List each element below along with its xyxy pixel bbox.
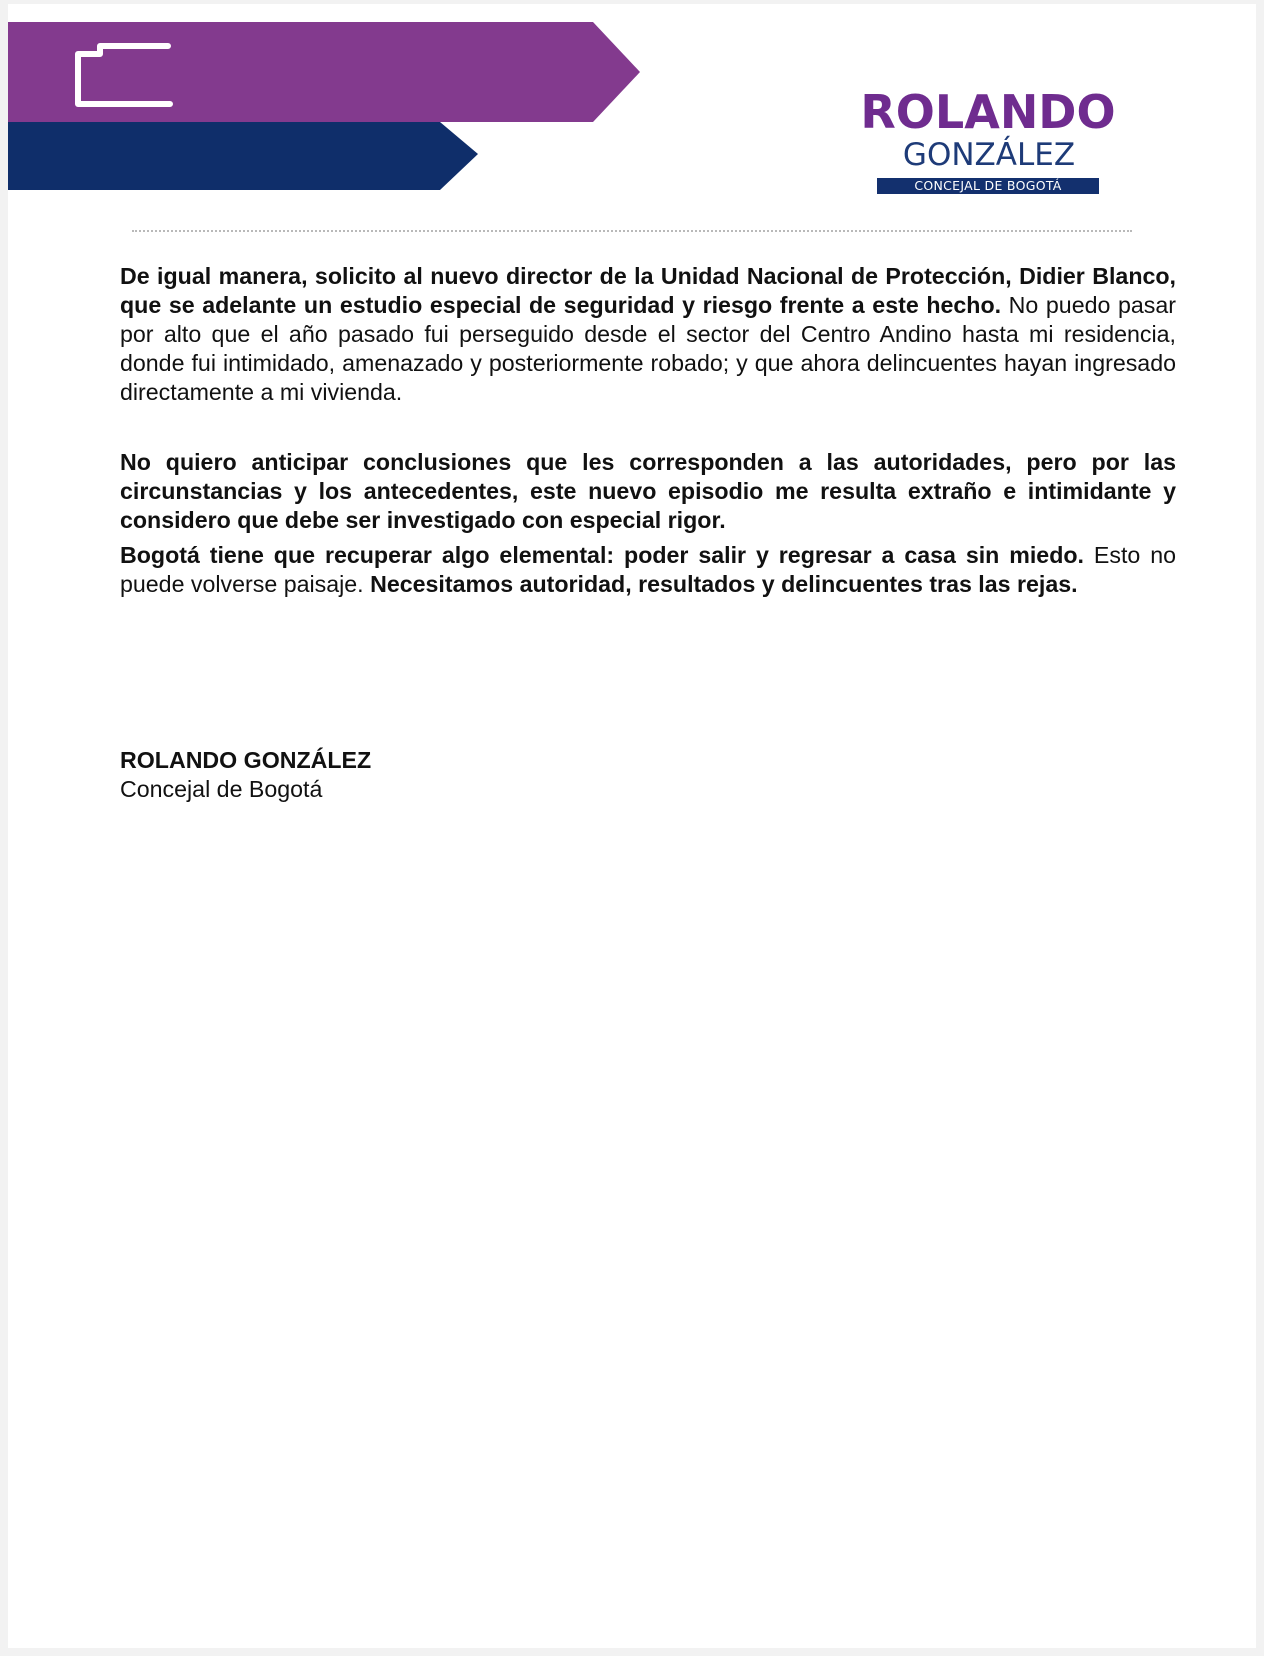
signature-block [120,746,371,804]
paragraph-1 [120,262,1176,407]
paragraph-2 [120,448,1176,535]
logo-last-name: GONZÁLEZ [902,137,1076,173]
paragraph-2-bold: No quiero anticipar conclusiones que les corresponden a las autoridades, pero por las circunstancias y los antecedentes, este nuevo episodio me resulta extraño e intimidante y considero que debe ser investigado con especial rigor. [120,449,1176,533]
logo [858,86,1118,195]
logo-subtitle: CONCEJAL DE BOGOTÁ [877,178,1099,194]
letter-body [120,262,1176,599]
logo-first-name: ROLANDO [860,85,1116,139]
paragraph-3-bold-start: Bogotá tiene que recuperar algo elemental: poder salir y regresar a casa sin miedo. [120,542,1084,568]
signature-name: ROLANDO GONZÁLEZ [120,747,372,773]
navy-banner [8,122,478,190]
signature-role: Concejal de Bogotá [120,776,323,802]
header-banner [8,4,648,204]
document-page [8,4,1256,1648]
paragraph-1-regular: No puedo pasar por alto que el año pasado fui perseguido desde el sector del Centro Andino hasta mi residencia, donde fui intimidado, amenazado y posteriormente robado; y que ahora delincuentes hayan ingresado directamente a mi vivienda. [120,292,1176,405]
paragraph-3-bold-end: Necesitamos autoridad, resultados y delincuentes tras las rejas. [370,571,1078,597]
paragraph-3-regular: Esto no puede volverse paisaje. [120,542,1176,597]
dotted-divider [132,230,1132,232]
paragraph-1-bold: De igual manera, solicito al nuevo director de la Unidad Nacional de Protección, Didier Blanco, que se adelante un estudio especial de seguridad y riesgo frente a este hecho. [120,263,1176,318]
paragraph-3 [120,541,1176,599]
